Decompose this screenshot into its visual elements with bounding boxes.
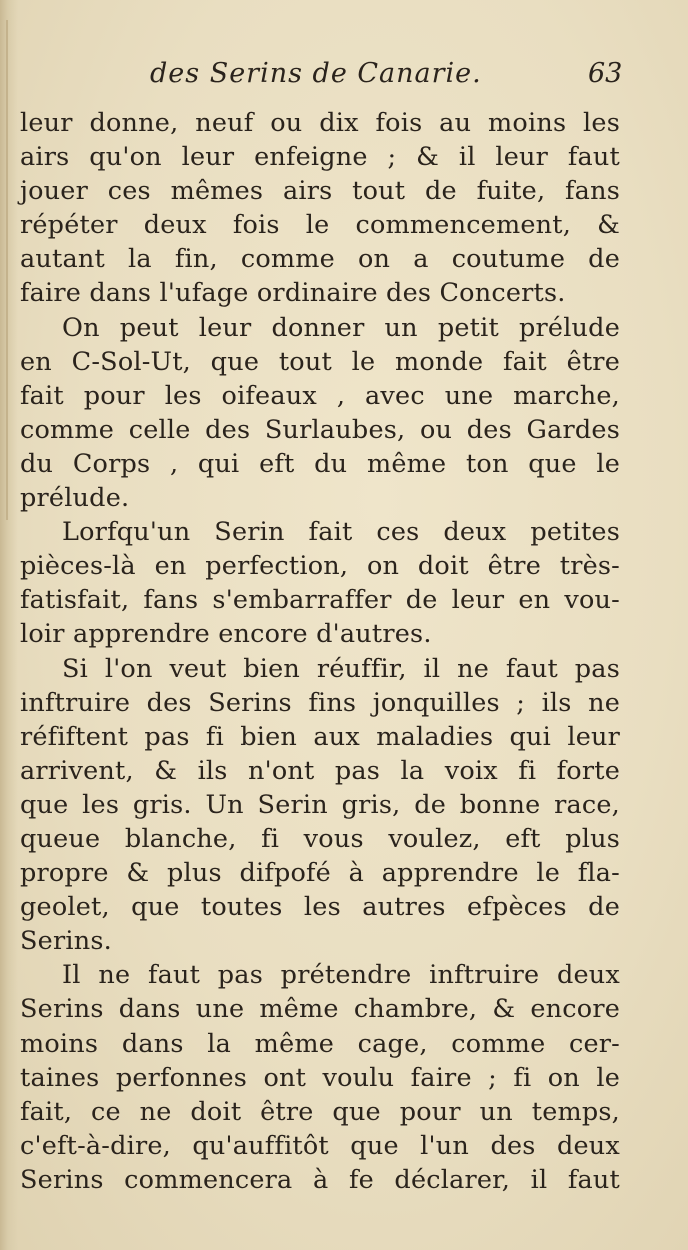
text-line: On peut leur donner un petit prélude	[62, 312, 620, 343]
text-line: Lorfqu'un Serin fait ces deux petites	[62, 517, 620, 548]
text-line: jouer ces mêmes airs tout de fuite, fans	[20, 176, 620, 207]
body-text	[20, 106, 620, 1197]
text-line: leur donne, neuf ou dix fois au moins les	[20, 108, 620, 138]
text-line: propre & plus difpofé à apprendre le fla-	[20, 858, 620, 889]
page-header	[0, 58, 688, 98]
text-line: geolet, que toutes les autres efpèces de	[20, 892, 620, 923]
text-line: Serins commencera à fe déclarer, il faut	[20, 1164, 620, 1195]
page-gutter	[0, 0, 18, 1250]
text-line: répéter deux fois le commencement, &	[20, 210, 620, 241]
text-line: loir apprendre encore d'autres.	[20, 619, 432, 650]
text-line: autant la fin, comme on a coutume de	[20, 244, 620, 275]
text-line: réfiftent pas fi bien aux maladies qui leur	[20, 721, 620, 752]
text-line: taines perfonnes ont voulu faire ; fi on le	[20, 1062, 620, 1093]
text-line: Serins dans une même chambre, & encore	[20, 994, 620, 1025]
text-line: moins dans la même cage, comme cer-	[20, 1028, 620, 1059]
text-line: Il ne faut pas prétendre inftruire deux	[62, 960, 620, 991]
text-line: du Corps , qui eft du même ton que le	[20, 448, 620, 479]
text-line: Serins.	[20, 926, 112, 957]
text-line: fait, ce ne doit être que pour un temps,	[20, 1096, 620, 1127]
text-line: arrivent, & ils n'ont pas la voix fi forte	[20, 755, 620, 786]
text-line: fatisfait, fans s'embarraffer de leur en vou-	[20, 585, 620, 616]
text-line: airs qu'on leur enfeigne ; & il leur faut	[20, 142, 620, 173]
text-line: queue blanche, fi vous voulez, eft plus	[20, 823, 620, 854]
text-line: c'eft-à-dire, qu'auffitôt que l'un des deux	[20, 1130, 620, 1161]
running-title: des Serins de Canarie.	[150, 58, 482, 89]
text-line: faire dans l'ufage ordinaire des Concerts.	[20, 278, 566, 309]
text-line: que les gris. Un Serin gris, de bonne race,	[20, 789, 620, 820]
text-line: inftruire des Serins fins jonquilles ; ils ne	[20, 687, 620, 718]
text-line: en C-Sol-Ut, que tout le monde fait être	[20, 346, 620, 377]
text-line: pièces-là en perfection, on doit être très-	[20, 551, 620, 582]
page-number: 63	[588, 58, 623, 89]
text-line: Si l'on veut bien réuffir, il ne faut pas	[62, 653, 620, 684]
text-line: comme celle des Surlaubes, ou des Gardes	[20, 414, 620, 445]
text-line: fait pour les oifeaux , avec une marche,	[20, 380, 620, 411]
text-line: prélude.	[20, 483, 130, 514]
